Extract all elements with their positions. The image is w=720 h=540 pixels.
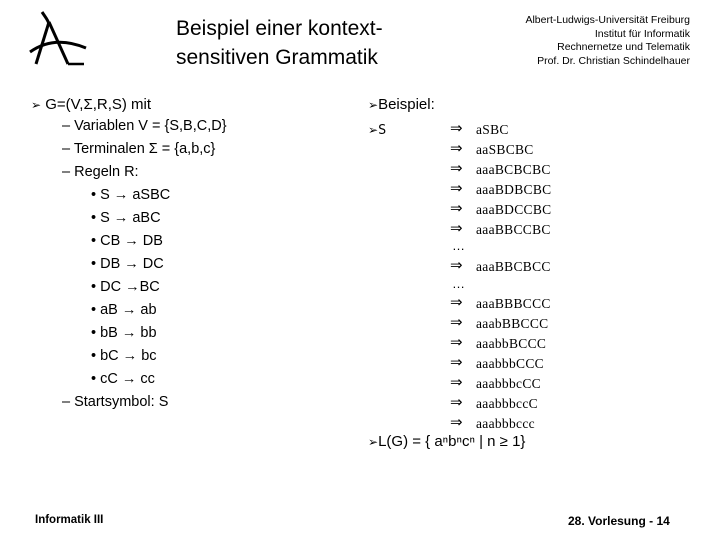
derives-arrow-icon: ⇒ (450, 313, 463, 331)
rule-item: • S → aSBC (91, 187, 171, 203)
rule-text: S → aSBC (100, 187, 171, 203)
grammar-heading-text: G=(V,Σ,R,S) mit (45, 96, 152, 113)
arrow-bullet-icon: ➢ (368, 435, 379, 449)
derives-arrow-icon: ⇒ (450, 179, 463, 197)
derives-arrow-icon: ⇒ (450, 333, 463, 351)
university-logo (28, 8, 90, 70)
ellipsis: … (452, 276, 465, 291)
language-line (368, 433, 525, 450)
derivation-step: aaaBBCBCC (476, 259, 551, 274)
rule-item: • CB → DB (91, 233, 163, 249)
derives-arrow-icon: ⇒ (450, 219, 463, 237)
derivation-step: aaaBDCCBC (476, 202, 552, 217)
derives-arrow-icon: ⇒ (450, 413, 463, 431)
derivation-step: aaabbbccc (476, 416, 535, 431)
derivation-step: aaaBBCCBC (476, 222, 551, 237)
derives-arrow-icon: ⇒ (450, 119, 463, 137)
rule-text: bC → bc (100, 348, 157, 364)
derivation-step: aaabbbCCC (476, 356, 544, 371)
rule-item: • bC → bc (91, 348, 157, 364)
rule-text: S → aBC (100, 210, 161, 226)
slide-title-line1: Beispiel einer kontext- (176, 17, 383, 40)
start-symbol-line: – Startsymbol: S (62, 394, 169, 410)
terminals-line: – Terminalen Σ = {a,b,c} (62, 141, 216, 157)
derives-arrow-icon: ⇒ (450, 159, 463, 177)
rule-item: • bB → bb (91, 325, 157, 341)
derivation-step: aaabbbcCC (476, 376, 541, 391)
rule-text: DB → DC (100, 256, 164, 272)
arrow-bullet-icon: ➢ (368, 98, 379, 112)
derivation-step: aaaBBBCCC (476, 296, 551, 311)
derives-arrow-icon: ⇒ (450, 199, 463, 217)
derivation-step: aaSBCBC (476, 142, 534, 157)
arrow-bullet-icon: ➢ (31, 98, 42, 112)
rule-item: • DB → DC (91, 256, 164, 272)
derivation-step: aaabbBCCC (476, 336, 547, 351)
slide-title (176, 14, 466, 72)
example-heading-text: Beispiel: (378, 96, 435, 113)
derives-arrow-icon: ⇒ (450, 393, 463, 411)
institution-line: Albert-Ludwigs-Universität Freiburg (525, 14, 690, 26)
rule-text: cC → cc (100, 371, 155, 387)
institution-line: Prof. Dr. Christian Schindelhauer (537, 54, 690, 67)
derives-arrow-icon: ⇒ (450, 373, 463, 391)
rule-item: • S → aBC (91, 210, 161, 226)
derivation-step: aaaBDBCBC (476, 182, 552, 197)
rules-heading: – Regeln R: (62, 164, 139, 180)
rule-text: CB → DB (100, 233, 163, 249)
language-text: L(G) = { aⁿbⁿcⁿ | n ≥ 1} (378, 433, 526, 450)
rule-text: aB → ab (100, 302, 157, 318)
rule-text: DC →BC (100, 279, 160, 295)
footer-page: 28. Vorlesung - 14 (568, 514, 670, 528)
institution-block (468, 14, 690, 68)
derives-arrow-icon: ⇒ (450, 256, 463, 274)
rule-text: bB → bb (100, 325, 157, 341)
derives-arrow-icon: ⇒ (450, 293, 463, 311)
institution-line: Rechnernetze und Telematik (557, 41, 690, 53)
grammar-heading (31, 96, 151, 113)
start-symbol-text: S (378, 122, 387, 138)
ellipsis: … (452, 238, 465, 253)
derivation-step: aaabbbccC (476, 396, 538, 411)
derivation-step: aaabBBCCC (476, 316, 549, 331)
start-symbol (368, 121, 386, 138)
arrow-bullet-icon: ➢ (368, 123, 379, 137)
derivation-step: aSBC (476, 122, 509, 137)
variables-line: – Variablen V = {S,B,C,D} (62, 118, 227, 134)
slide-title-line2: sensitiven Grammatik (176, 46, 378, 69)
institution-line: Institut für Informatik (594, 27, 690, 40)
derives-arrow-icon: ⇒ (450, 139, 463, 157)
rule-item: • DC →BC (91, 279, 160, 295)
rule-item: • cC → cc (91, 371, 155, 387)
rule-item: • aB → ab (91, 302, 157, 318)
derivation-step: aaaBCBCBC (476, 162, 551, 177)
footer-course: Informatik III (35, 514, 104, 526)
derives-arrow-icon: ⇒ (450, 353, 463, 371)
example-heading (368, 96, 435, 113)
